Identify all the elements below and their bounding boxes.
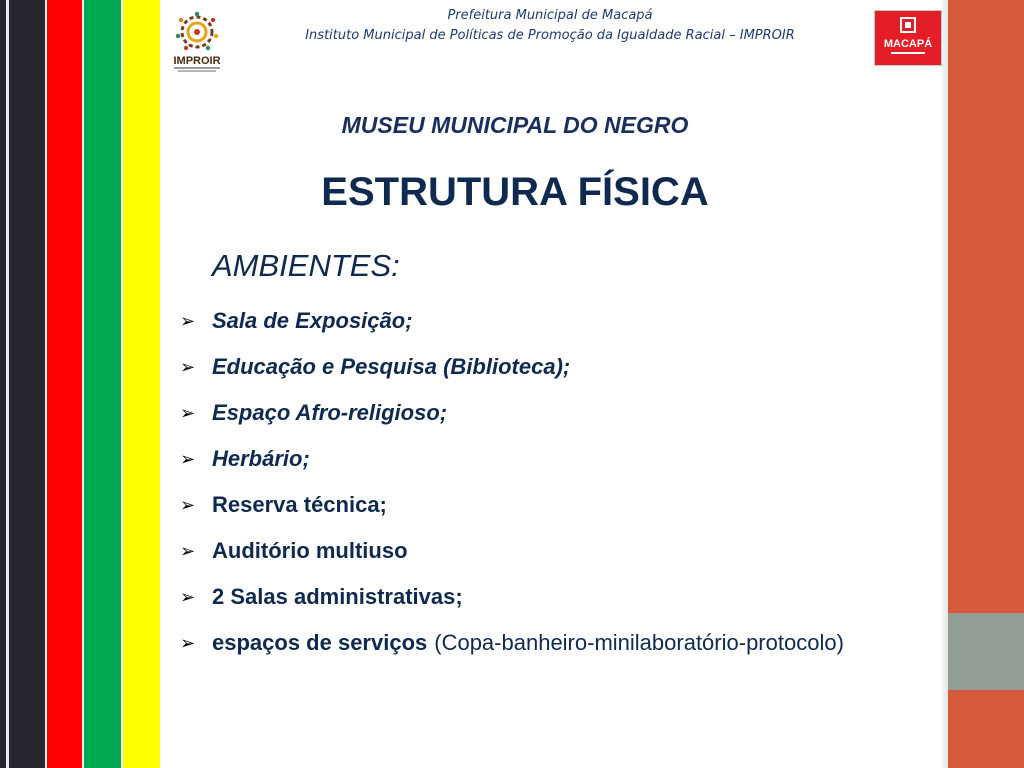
arrow-bullet-icon: ➢ xyxy=(180,586,196,607)
list-item-text: espaços de serviços xyxy=(212,630,428,655)
black-stripe-highlight xyxy=(6,0,9,768)
list-item xyxy=(180,298,844,344)
arrow-bullet-icon: ➢ xyxy=(180,402,196,423)
list-item-text: Auditório multiuso xyxy=(212,538,408,563)
list-item xyxy=(180,620,844,666)
list-item-text: 2 Salas administrativas; xyxy=(212,584,463,609)
arrow-bullet-icon: ➢ xyxy=(180,540,196,561)
museum-title: MUSEU MUNICIPAL DO NEGRO xyxy=(341,112,689,138)
right-edge-shadow xyxy=(940,0,948,768)
header-line-2: Instituto Municipal de Políticas de Promoção da Igualdade Racial – IMPROIR xyxy=(305,28,795,43)
list-item-extra-text: (Copa-banheiro-minilaboratório-protocolo) xyxy=(434,630,844,655)
list-item-text: Espaço Afro-religioso; xyxy=(212,400,448,425)
arrow-bullet-icon: ➢ xyxy=(180,310,196,331)
list-item xyxy=(180,390,844,436)
list-item-text: Educação e Pesquisa (Biblioteca); xyxy=(212,354,571,379)
section-label: AMBIENTES: xyxy=(212,248,400,283)
green-stripe xyxy=(83,0,122,768)
arrow-bullet-icon: ➢ xyxy=(180,448,196,469)
page-title: ESTRUTURA FÍSICA xyxy=(321,170,709,214)
list-item xyxy=(180,574,844,620)
right-gray-block xyxy=(948,613,1024,690)
macapa-logo xyxy=(874,10,942,66)
improir-logo-icon xyxy=(166,8,228,74)
stripe-separator xyxy=(45,0,47,768)
macapa-prefeitura-logo-icon xyxy=(875,11,941,65)
improir-logo-text: IMPROIR xyxy=(173,55,221,67)
header-line-1: Prefeitura Municipal de Macapá xyxy=(447,8,653,23)
list-item-text: Herbário; xyxy=(212,446,310,471)
header xyxy=(230,6,870,46)
red-stripe xyxy=(46,0,83,768)
list-item xyxy=(180,436,844,482)
improir-logo xyxy=(166,8,228,74)
arrow-bullet-icon: ➢ xyxy=(180,356,196,377)
ambientes-list xyxy=(180,298,844,666)
yellow-stripe xyxy=(122,0,160,768)
arrow-bullet-icon: ➢ xyxy=(180,494,196,515)
macapa-logo-text: MACAPÁ xyxy=(883,38,933,50)
list-item xyxy=(180,482,844,528)
list-item-text: Sala de Exposição; xyxy=(212,308,413,333)
list-item xyxy=(180,528,844,574)
stripe-separator xyxy=(121,0,123,768)
stripe-separator xyxy=(82,0,84,768)
list-item-text: Reserva técnica; xyxy=(212,492,387,517)
arrow-bullet-icon: ➢ xyxy=(180,632,196,653)
list-item xyxy=(180,344,844,390)
